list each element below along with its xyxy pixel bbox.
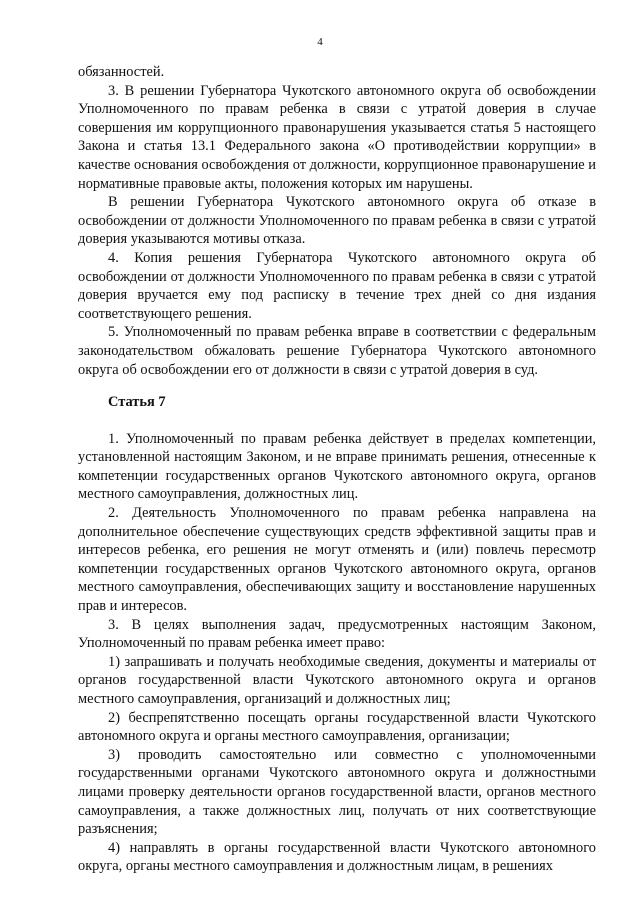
article-subitem-1: 1) запрашивать и получать необходимые сведения, документы и материалы от органов государственной власти Чукотского автономного округа и органов местного самоуправления, организаций и должностных лиц;	[78, 653, 596, 707]
article-paragraph-2: 2. Деятельность Уполномоченного по правам ребенка направлена на дополнительное обеспечение существующих средств эффективной защиты прав и интересов ребенка, его решения не могут отменять и (или) повлечь пересмотр компетенции государственных органов Чукотского автономного округа, органов местного самоуправления, обеспечивающих защиту и восстановление нарушенных прав и интересов.	[78, 505, 596, 615]
page-number: 4	[317, 36, 323, 48]
paragraph-item-4: 4. Копия решения Губернатора Чукотского автономного округа об освобождении от должности Уполномоченного по правам ребенка в связи с утратой доверия вручается ему под расписку в течение трех дней со дня издания соответствующего решения.	[78, 249, 596, 322]
article-paragraph-1: 1. Уполномоченный по правам ребенка действует в пределах компетенции, установленной настоящим Законом, и не вправе принимать решения, отнесенные к компетенции государственных органов Чукотского автономного округа, органов местного самоуправления, должностных лиц.	[78, 430, 596, 503]
article-subitem-4: 4) направлять в органы государственной власти Чукотского автономного округа, органы местного самоуправления и должностным лицам, в решениях	[78, 839, 596, 875]
article-title: Статья 7	[108, 394, 166, 411]
document-body	[78, 63, 596, 876]
article-paragraph-3: 3. В целях выполнения задач, предусмотренных настоящим Законом, Уполномоченный по правам ребенка имеет право:	[78, 616, 596, 652]
paragraph-item-3: 3. В решении Губернатора Чукотского автономного округа об освобождении Уполномоченного по правам ребенка в связи с утратой доверия в случае совершения им коррупционного правонарушения указывается статья 5 настоящего Закона и статья 13.1 Федерального закона «О противодействии коррупции» в качестве основания освобождения от должности, коррупционное правонарушение и нормативные правовые акты, положения которых им нарушены.	[78, 82, 596, 192]
paragraph-refusal: В решении Губернатора Чукотского автономного округа об отказе в освобождении от должности Уполномоченного по правам ребенка в связи с утратой доверия указываются мотивы отказа.	[78, 194, 596, 248]
paragraph-continuation: обязанностей.	[78, 64, 165, 80]
paragraph-item-5: 5. Уполномоченный по правам ребенка вправе в соответствии с федеральным законодательством обжаловать решение Губернатора Чукотского автономного округа об освобождении его от должности в связи с утратой доверия в суд.	[78, 324, 596, 378]
article-subitem-2: 2) беспрепятственно посещать органы государственной власти Чукотского автономного округа и органы местного самоуправления, организации;	[78, 709, 596, 745]
article-subitem-3: 3) проводить самостоятельно или совместно с уполномоченными государственными органами Чукотского автономного округа и должностными лицами проверку деятельности органов государственной власти, органов местного самоуправления, а также должностных лиц, получать от них соответствующие разъяснения;	[78, 746, 596, 838]
